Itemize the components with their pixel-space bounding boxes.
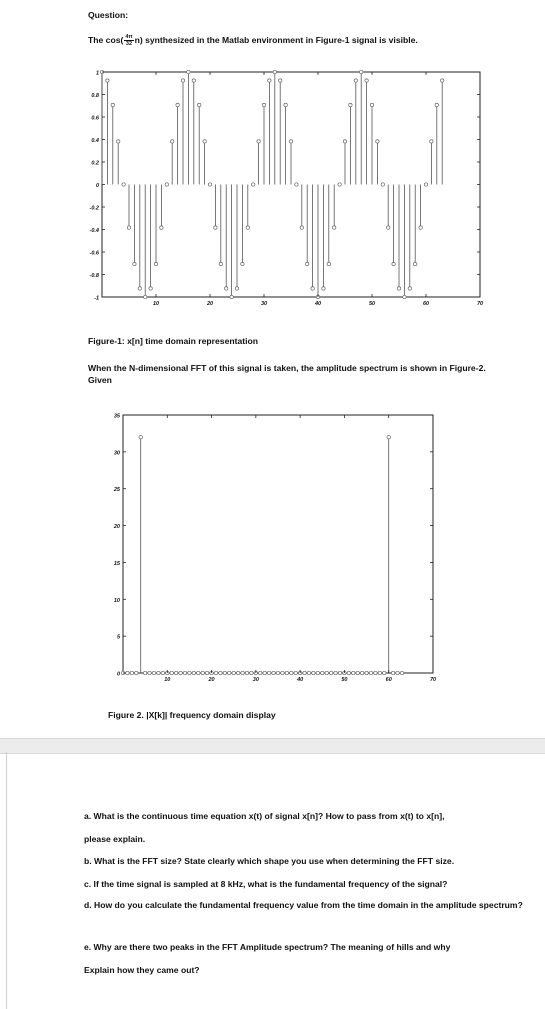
fig1-stem-marker xyxy=(424,183,427,186)
fig1-stem-marker xyxy=(192,79,195,82)
fig2-stem-marker xyxy=(143,671,146,674)
fft-sentence: When the N-dimensional FFT of this signal is taken, the amplitude spectrum is shown in Figure-2. xyxy=(88,363,486,373)
fig1-x-tick-label: 50 xyxy=(368,301,376,307)
fig1-x-tick-label: 70 xyxy=(476,301,484,307)
fig1-stem-marker xyxy=(311,287,314,290)
fig1-stem-marker xyxy=(106,79,109,82)
fig1-x-tick-label: 60 xyxy=(422,301,430,307)
statement-suffix: n) synthesized in the Matlab environment in Figure-1 signal is visible. xyxy=(134,34,418,45)
fig1-stem-marker xyxy=(430,140,433,143)
fig1-stem-marker xyxy=(343,140,346,143)
fig1-stem-marker xyxy=(300,226,303,229)
fig2-stem-marker xyxy=(276,671,279,674)
fig1-stem-marker xyxy=(397,287,400,290)
fig2-stem-marker xyxy=(338,671,341,674)
fig1-stem-marker xyxy=(360,70,363,73)
question-a-line1: a. What is the continuous time equation x(t) of signal x[n]? How to pass from x(t) to x[n], xyxy=(84,811,445,821)
fig2-stem-marker xyxy=(135,671,138,674)
fig2-stem-marker xyxy=(312,671,315,674)
fig1-stem-marker xyxy=(262,103,265,106)
fig1-stem-marker xyxy=(376,140,379,143)
fig2-stem-marker xyxy=(347,671,350,674)
fig2-stem-marker xyxy=(188,671,191,674)
fig2-stem-marker xyxy=(174,671,177,674)
fig1-stem-marker xyxy=(273,70,276,73)
fig1-stem-marker xyxy=(414,262,417,265)
fig2-stem-marker xyxy=(228,671,231,674)
fig2-stem-marker xyxy=(236,671,239,674)
fig2-stem-marker xyxy=(201,671,204,674)
fig1-stem-marker xyxy=(160,226,163,229)
fig2-stem-marker xyxy=(360,671,363,674)
fig2-stem-marker xyxy=(383,671,386,674)
fig1-stem-marker xyxy=(441,79,444,82)
fig1-y-tick-label: 1 xyxy=(95,70,99,77)
fig2-stem-marker xyxy=(290,671,293,674)
figure2-frequency-domain-chart xyxy=(85,410,445,690)
fig1-stem-marker xyxy=(176,103,179,106)
fig2-stem-marker xyxy=(205,671,208,674)
fig2-stem-marker xyxy=(219,671,222,674)
fig1-stem-marker xyxy=(171,140,174,143)
figure2-caption: Figure 2. |X[k]| frequency domain display xyxy=(108,710,276,720)
fig2-stem-marker xyxy=(272,671,275,674)
figure1-caption: Figure-1: x[n] time domain representation xyxy=(88,336,258,346)
fig1-y-tick-label: -0.8 xyxy=(89,273,99,279)
fig1-y-tick-label: -0.2 xyxy=(89,205,99,212)
fig2-stem-marker xyxy=(374,671,377,674)
fig1-stem-marker xyxy=(208,183,211,186)
fig1-stem-marker xyxy=(122,183,125,186)
fig1-stem-marker xyxy=(225,287,228,290)
fig2-stem-marker xyxy=(259,671,262,674)
fig2-stem-marker xyxy=(161,671,164,674)
fig2-stem-marker xyxy=(281,671,284,674)
fig2-stem-marker xyxy=(241,671,244,674)
fig1-x-tick-label: 30 xyxy=(260,301,268,307)
fig2-stem-marker xyxy=(334,671,337,674)
fig1-stem-marker xyxy=(154,262,157,265)
fig1-stem-marker xyxy=(133,262,136,265)
fig1-stem-marker xyxy=(349,103,352,106)
fig2-stem-marker xyxy=(294,671,297,674)
fig1-stem-marker xyxy=(203,140,206,143)
fig1-stem-marker xyxy=(144,295,147,298)
fig1-stem-marker xyxy=(327,262,330,265)
question-c: c. If the time signal is sampled at 8 kHz, what is the fundamental frequency of the signal? xyxy=(84,879,448,889)
fig1-stem-marker xyxy=(165,183,168,186)
fig2-stem-marker xyxy=(303,671,306,674)
fig2-x-tick-label: 50 xyxy=(341,677,348,683)
fig2-x-tick-label: 30 xyxy=(252,677,259,683)
fig2-stem-marker xyxy=(307,671,310,674)
fraction-numerator: 4π xyxy=(125,34,133,40)
fig1-stem-marker xyxy=(322,287,325,290)
fig1-y-tick-label: 0.4 xyxy=(91,138,99,144)
fig1-stem-marker xyxy=(295,183,298,186)
fig1-stem-marker xyxy=(365,79,368,82)
fig2-stem-marker xyxy=(396,671,399,674)
fig2-stem-marker xyxy=(170,671,173,674)
fig1-stem-marker xyxy=(252,183,255,186)
fig1-stem-marker xyxy=(419,226,422,229)
fig1-stem-marker xyxy=(279,79,282,82)
question-d: d. How do you calculate the fundamental frequency value from the time domain in the amplitude spectrum? xyxy=(84,900,523,910)
fig2-y-tick-label: 5 xyxy=(116,634,120,641)
fig2-stem-marker xyxy=(250,671,253,674)
fig1-stem-marker xyxy=(246,226,249,229)
fig1-stem-marker xyxy=(198,103,201,106)
fig2-stem-marker xyxy=(285,671,288,674)
fig1-stem-marker xyxy=(117,140,120,143)
fig2-stem-marker xyxy=(179,671,182,674)
fig2-stem-marker xyxy=(192,671,195,674)
fig1-stem-marker xyxy=(338,183,341,186)
fig1-y-tick-label: -0.4 xyxy=(89,228,99,234)
fig1-stem-marker xyxy=(111,103,114,106)
fig2-stem-marker xyxy=(267,671,270,674)
fig1-y-tick-label: 0.8 xyxy=(91,93,99,99)
fig2-stem-marker xyxy=(352,671,355,674)
fig1-stem-marker xyxy=(214,226,217,229)
question-b: b. What is the FFT size? State clearly which shape you use when determining the FFT size. xyxy=(84,856,455,866)
fig2-stem-marker xyxy=(245,671,248,674)
fig1-stem-marker xyxy=(138,287,141,290)
fig1-y-tick-label: -0.6 xyxy=(89,250,99,257)
fig1-stem-marker xyxy=(187,70,190,73)
fig1-y-tick-label: 0.2 xyxy=(91,160,99,167)
page-divider xyxy=(0,738,545,754)
fig2-y-tick-label: 15 xyxy=(113,560,120,567)
fig1-x-tick-label: 20 xyxy=(206,301,214,307)
fig1-stem-marker xyxy=(127,226,130,229)
fig1-stem-marker xyxy=(333,226,336,229)
fig2-y-tick-label: 35 xyxy=(113,413,120,420)
fig2-stem-marker xyxy=(365,671,368,674)
fig1-stem-marker xyxy=(181,79,184,82)
fig2-stem-marker xyxy=(183,671,186,674)
fig1-stem-marker xyxy=(306,262,309,265)
fig2-stem-marker xyxy=(329,671,332,674)
fig2-stem-marker xyxy=(325,671,328,674)
fig1-stem-marker xyxy=(370,103,373,106)
fig2-stem-marker xyxy=(214,671,217,674)
question-e: e. Why are there two peaks in the FFT Amplitude spectrum? The meaning of hills and why xyxy=(84,942,451,952)
fig2-stem-marker xyxy=(126,671,129,674)
fig2-stem-marker xyxy=(387,435,390,438)
fig1-stem-marker xyxy=(392,262,395,265)
fig1-stem-marker xyxy=(284,103,287,106)
fig1-stem-marker xyxy=(230,295,233,298)
fig1-stem-marker xyxy=(268,79,271,82)
fig2-x-tick-label: 40 xyxy=(297,677,304,683)
fig2-y-tick-label: 25 xyxy=(113,487,120,494)
question-heading: Question: xyxy=(88,10,129,20)
fig2-stem-marker xyxy=(356,671,359,674)
fraction xyxy=(124,34,133,47)
fig2-stem-marker xyxy=(130,671,133,674)
fig1-stem-marker xyxy=(257,140,260,143)
figure1-time-domain-chart xyxy=(80,62,490,317)
page-left-border xyxy=(6,752,7,1009)
fig1-stem-marker xyxy=(219,262,222,265)
fig1-stem-marker xyxy=(241,262,244,265)
fig1-x-tick-label: 40 xyxy=(314,301,322,307)
fig2-stem-marker xyxy=(263,671,266,674)
fig2-stem-marker xyxy=(321,671,324,674)
fig1-stem-marker xyxy=(387,226,390,229)
fig2-x-tick-label: 60 xyxy=(385,677,392,683)
fig2-stem-marker xyxy=(223,671,226,674)
fig2-stem-marker xyxy=(400,671,403,674)
fig1-stem-marker xyxy=(408,287,411,290)
fig2-stem-marker xyxy=(378,671,381,674)
fig2-y-tick-label: 10 xyxy=(113,597,120,604)
fig2-stem-marker xyxy=(148,671,151,674)
fig2-stem-marker xyxy=(316,671,319,674)
fig2-stem-marker xyxy=(157,671,160,674)
fig2-y-tick-label: 20 xyxy=(113,524,120,531)
fig1-stem-marker xyxy=(403,295,406,298)
fig2-y-tick-label: 0 xyxy=(116,671,120,678)
fig2-stem-marker xyxy=(197,671,200,674)
fig2-x-tick-label: 70 xyxy=(429,677,437,683)
fig2-stem-marker xyxy=(369,671,372,674)
fig1-x-tick-label: 10 xyxy=(152,301,160,307)
fig2-x-tick-label: 20 xyxy=(208,677,215,683)
fig1-stem-marker xyxy=(149,287,152,290)
fig2-x-tick-label: 10 xyxy=(164,677,171,683)
fig2-y-tick-label: 30 xyxy=(113,450,120,457)
fig1-stem-marker xyxy=(435,103,438,106)
fig2-stem-marker xyxy=(232,671,235,674)
given-label: Given xyxy=(88,375,112,385)
fig1-stem-marker xyxy=(289,140,292,143)
fig1-stem-marker xyxy=(235,287,238,290)
fraction-denominator: 32 xyxy=(125,41,133,47)
question-a-line2: please explain. xyxy=(84,834,146,844)
statement-prefix: The cos( xyxy=(88,34,124,45)
question-e-line2: Explain how they came out? xyxy=(84,965,200,975)
problem-statement xyxy=(88,34,418,47)
fig2-stem-marker xyxy=(139,435,142,438)
fig1-stem-marker xyxy=(354,79,357,82)
fig2-stem-marker xyxy=(391,671,394,674)
fig2-axes-box xyxy=(123,415,433,673)
fig1-y-tick-label: 0.6 xyxy=(91,115,99,122)
fig1-stem-marker xyxy=(381,183,384,186)
fig1-y-tick-label: -1 xyxy=(94,295,99,302)
fig2-stem-marker xyxy=(152,671,155,674)
fig1-y-tick-label: 0 xyxy=(95,183,99,189)
